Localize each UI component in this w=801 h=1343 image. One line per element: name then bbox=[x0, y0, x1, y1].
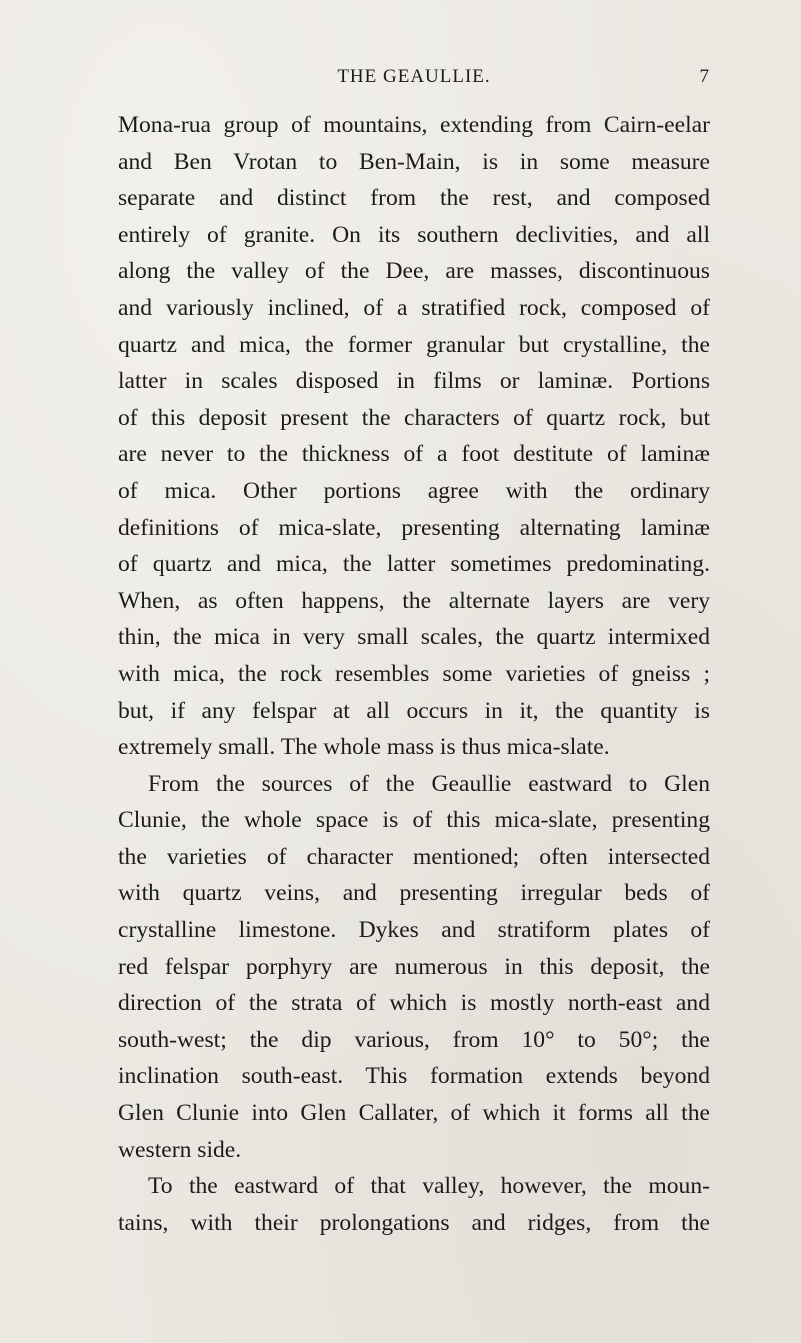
text-line: crystalline limestone. Dykes and stratiform plates of bbox=[118, 917, 710, 944]
text-line: along the valley of the Dee, are masses, discontinuous bbox=[118, 258, 710, 285]
text-line: Clunie, the whole space is of this mica-slate, presenting bbox=[118, 807, 710, 834]
text-line: latter in scales disposed in films or laminæ. Portions bbox=[118, 368, 710, 395]
text-line: but, if any felspar at all occurs in it, the quantity is bbox=[118, 697, 710, 724]
text-line: south-west; the dip various, from 10° to 50°; the bbox=[118, 1026, 710, 1053]
text-line: From the sources of the Geaullie eastward to Glen bbox=[148, 770, 710, 797]
text-line: western side. bbox=[118, 1136, 242, 1163]
text-line: of quartz and mica, the latter sometimes predominating. bbox=[118, 551, 710, 578]
running-title: THE GEAULLIE. bbox=[337, 66, 491, 87]
text-line: Mona-rua group of mountains, extending from Cairn-eelar bbox=[118, 112, 710, 138]
text-line: of this deposit present the characters of quartz rock, but bbox=[118, 404, 710, 431]
text-line: Glen Clunie into Glen Callater, of which it forms all the bbox=[118, 1100, 710, 1127]
text-line: and variously inclined, of a stratified rock, composed of bbox=[118, 294, 710, 321]
body-text bbox=[118, 107, 710, 1241]
text-line: extremely small. The whole mass is thus mica-slate. bbox=[118, 734, 610, 761]
text-line: direction of the strata of which is mostly north-east and bbox=[118, 990, 710, 1017]
text-line: inclination south-east. This formation extends beyond bbox=[118, 1063, 710, 1090]
text-line: with quartz veins, and presenting irregular beds of bbox=[118, 880, 710, 907]
text-line: tains, with their prolongations and ridges, from the bbox=[118, 1209, 710, 1236]
text-line: the varieties of character mentioned; often intersected bbox=[118, 843, 710, 870]
text-line: are never to the thickness of a foot destitute of laminæ bbox=[118, 441, 710, 468]
text-line: definitions of mica-slate, presenting alternating laminæ bbox=[118, 514, 710, 541]
text-line: of mica. Other portions agree with the ordinary bbox=[118, 477, 710, 504]
running-head bbox=[118, 66, 710, 96]
text-line: To the eastward of that valley, however, the moun- bbox=[148, 1173, 710, 1200]
page-number: 7 bbox=[699, 66, 710, 87]
text-line: separate and distinct from the rest, and composed bbox=[118, 185, 710, 212]
text-line: When, as often happens, the alternate layers are very bbox=[118, 587, 710, 614]
text-line: thin, the mica in very small scales, the quartz intermixed bbox=[118, 624, 710, 651]
text-line: and Ben Vrotan to Ben-Main, is in some measure bbox=[118, 148, 710, 175]
text-line: with mica, the rock resembles some varieties of gneiss ; bbox=[118, 660, 710, 687]
text-line: red felspar porphyry are numerous in this deposit, the bbox=[118, 953, 710, 980]
text-line: entirely of granite. On its southern declivities, and all bbox=[118, 221, 710, 248]
text-line: quartz and mica, the former granular but crystalline, the bbox=[118, 331, 710, 358]
